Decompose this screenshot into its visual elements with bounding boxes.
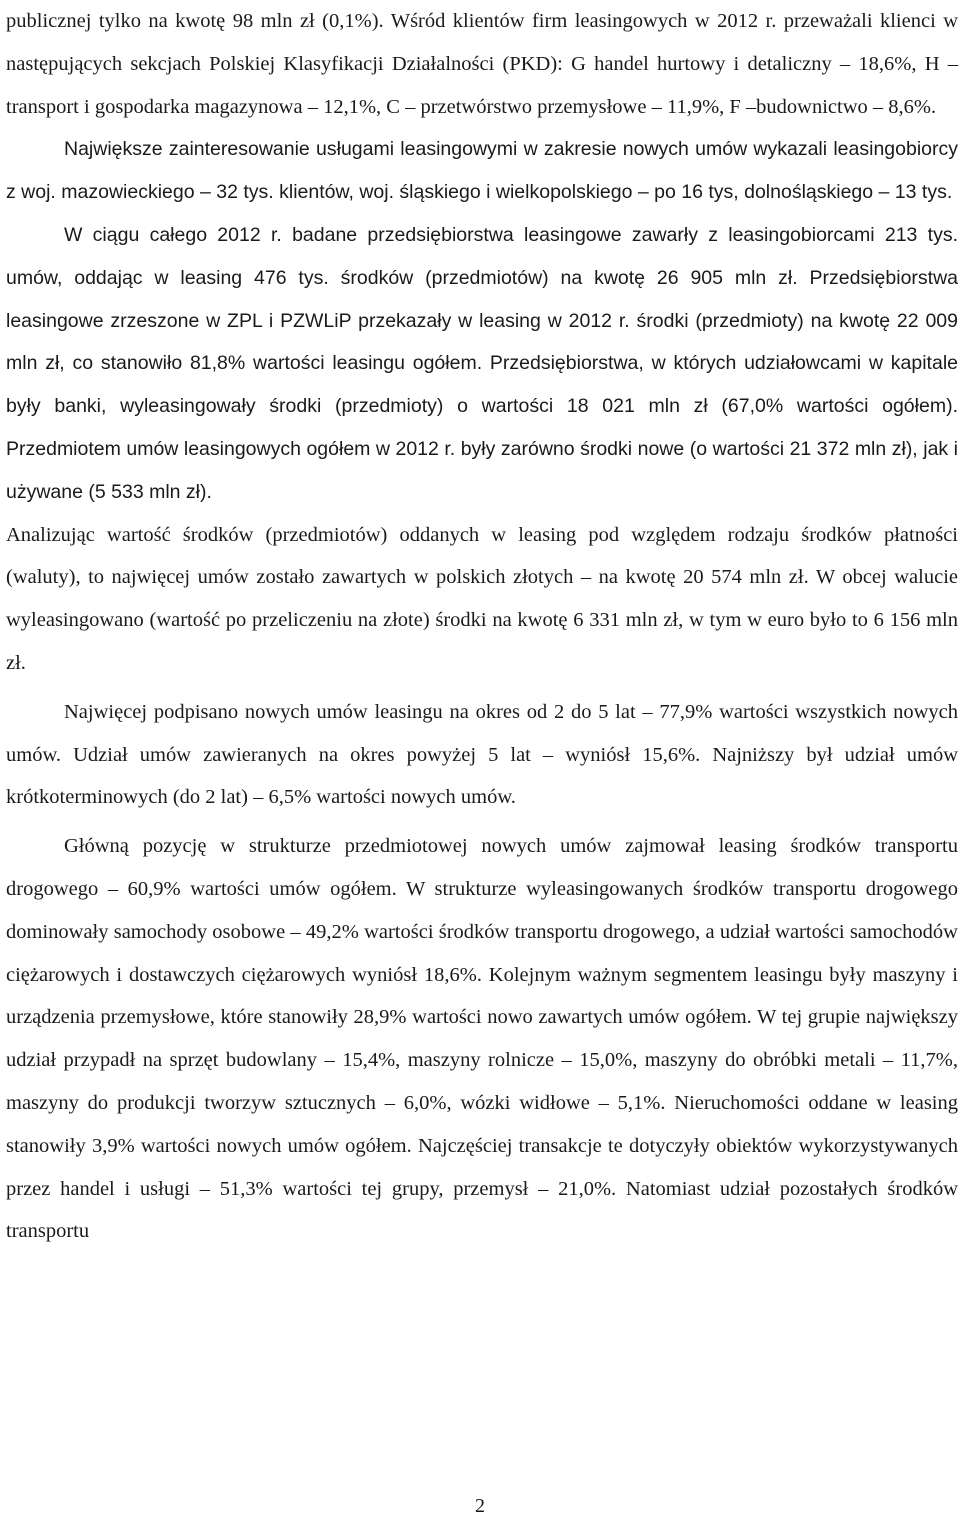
paragraph-pkd-sections: publicznej tylko na kwotę 98 mln zł (0,1%). Wśród klientów firm leasingowych w 2012 r. przeważali klienci w następujących sekcjach Polskiej Klasyfikacji Działalności (PKD): G handel hurtowy i detaliczny – 18,6%, H – transport i gospodarka magazynowa – 12,1%, C – przetwórstwo przemysłowe – 11,9%, F –budownictwo – 8,6%.: [6, 10, 958, 118]
paragraph-subject-structure: Główną pozycję w strukturze przedmiotowej nowych umów zajmował leasing środków transportu drogowego – 60,9% wartości umów ogółem. W strukturze wyleasingowanych środków transportu drogowego dominowały samochody osobowe – 49,2% wartości środków transportu drogowego, a udział wartości samochodów ciężarowych i dostawczych ciężarowych wyniósł 18,6%. Kolejnym ważnym segmentem leasingu były maszyny i urządzenia przemysłowe, które stanowiły 28,9% wartości nowo zawartych umów ogółem. W tej grupie największy udział przypadł na sprzęt budowlany – 15,4%, maszyny rolnicze – 15,0%, maszyny do obróbki metali – 11,7%, maszyny do produkcji tworzyw sztucznych – 6,0%, wózki widłowe – 5,1%. Nieruchomości oddane w leasing stanowiły 3,9% wartości nowych umów ogółem. Najczęściej transakcje te dotyczyły obiektów wykorzystywanych przez handel i usługi – 51,3% wartości tej grupy, przemysł – 21,0%. Natomiast udział pozostałych środków transportu: [6, 835, 958, 1243]
paragraph-contract-duration: Najwięcej podpisano nowych umów leasingu na okres od 2 do 5 lat – 77,9% wartości wszystkich nowych umów. Udział umów zawieranych na okres powyżej 5 lat – wyniósł 15,6%. Najniższy był udział umów krótkoterminowych (do 2 lat) – 6,5% wartości nowych umów.: [6, 700, 958, 809]
paragraph-voivodeships: Największe zainteresowanie usługami leasingowymi w zakresie nowych umów wykazali leasingobiorcy z woj. mazowieckiego – 32 tys. klientów, woj. śląskiego i wielkopolskiego – po 16 tys, dolnośląskiego – 13 tys.: [6, 138, 958, 204]
page-number: 2: [475, 1495, 485, 1517]
paragraph-currency: Analizując wartość środków (przedmiotów) oddanych w leasing pod względem rodzaju środków płatności (waluty), to najwięcej umów zostało zawartych w polskich złotych – na kwotę 20 574 mln zł. W obcej walucie wyleasingowano (wartość po przeliczeniu na złote) środki na kwotę 6 331 mln zł, w tym w euro było to 6 156 mln zł.: [6, 523, 958, 674]
body-text: [6, 0, 958, 1253]
paragraph-annual-contracts: W ciągu całego 2012 r. badane przedsiębiorstwa leasingowe zawarły z leasingobiorcami 213 tys. umów, oddając w leasing 476 tys. środków (przedmiotów) na kwotę 26 905 mln zł. Przedsiębiorstwa leasingowe zrzeszone w ZPL i PZWLiP przekazały w leasing w 2012 r. środki (przedmioty) na kwotę 22 009 mln zł, co stanowiło 81,8% wartości leasingu ogółem. Przedsiębiorstwa, w których udziałowcami w kapitale były banki, wyleasingowały środki (przedmioty) o wartości 18 021 mln zł (67,0% wartości ogółem). Przedmiotem umów leasingowych ogółem w 2012 r. były zarówno środki nowe (o wartości 21 372 mln zł), jak i używane (5 533 mln zł).: [6, 223, 958, 503]
